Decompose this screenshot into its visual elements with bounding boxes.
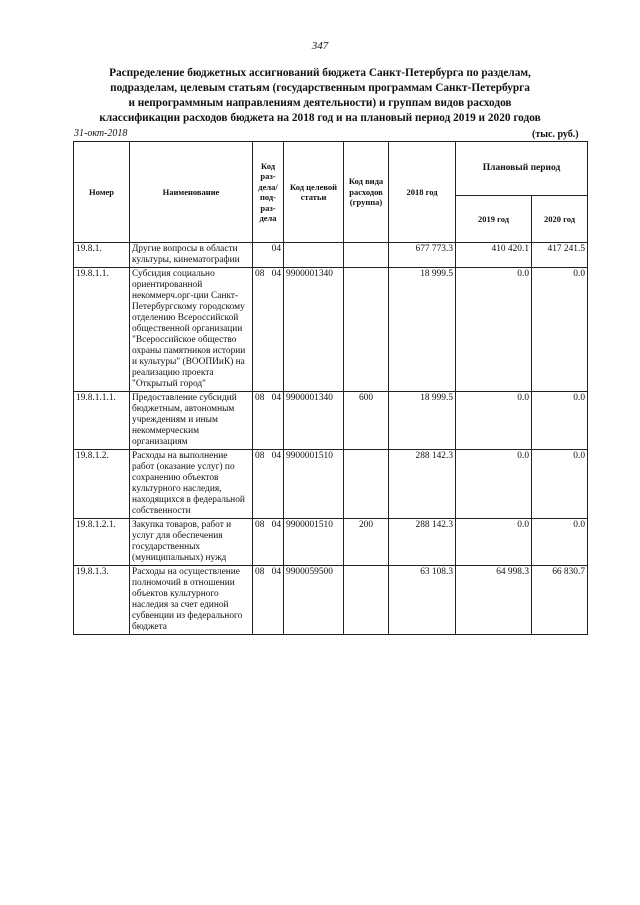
table-row <box>74 392 588 450</box>
row-expense-code: 600 <box>344 392 389 450</box>
row-number: 19.8.1.2. <box>74 450 130 519</box>
row-amount-2020: 0.0 <box>532 450 588 519</box>
row-subsection: 04 <box>270 566 284 635</box>
row-section: 08 <box>253 392 270 450</box>
row-target-code: 9900001510 <box>284 450 344 519</box>
table-body <box>74 243 588 635</box>
row-number: 19.8.1.1.1. <box>74 392 130 450</box>
row-expense-code <box>344 450 389 519</box>
row-amount-2020: 0.0 <box>532 392 588 450</box>
row-number: 19.8.1.2.1. <box>74 519 130 566</box>
row-name: Расходы на выполнение работ (оказание услуг) по сохранению объектов культурного наследия, находящихся в федеральной собственности <box>130 450 253 519</box>
row-amount-2019: 0.0 <box>456 268 532 392</box>
header-2020: 2020 год <box>532 195 588 242</box>
row-amount-2020: 66 830.7 <box>532 566 588 635</box>
row-expense-code: 200 <box>344 519 389 566</box>
row-name: Расходы на осуществление полномочий в отношении объектов культурного наследия за счет единой субвенции из федерального бюджета <box>130 566 253 635</box>
row-name: Закупка товаров, работ и услуг для обеспечения государственных (муниципальных) нужд <box>130 519 253 566</box>
row-amount-2018: 63 108.3 <box>389 566 456 635</box>
title-line: Распределение бюджетных ассигнований бюджета Санкт-Петербурга по разделам, <box>109 67 531 79</box>
row-amount-2019: 410 420.1 <box>456 243 532 268</box>
row-expense-code <box>344 243 389 268</box>
title-line: классификации расходов бюджета на 2018 год и на плановый период 2019 и 2020 годов <box>99 112 541 124</box>
header-name: Наименование <box>130 142 253 243</box>
row-amount-2019: 64 998.3 <box>456 566 532 635</box>
document-date: 31-окт-2018 <box>74 128 128 139</box>
row-target-code: 9900001340 <box>284 392 344 450</box>
row-expense-code <box>344 566 389 635</box>
header-expense-code: Код вида расходов (группа) <box>344 142 389 243</box>
row-amount-2020: 0.0 <box>532 519 588 566</box>
row-target-code: 9900001510 <box>284 519 344 566</box>
units-label: (тыс. руб.) <box>532 129 579 140</box>
budget-table <box>73 141 588 635</box>
title-line: и непрограммным направлениям деятельности) и группам видов расходов <box>128 97 512 109</box>
title-line: подразделам, целевым статьям (государственным программам Санкт-Петербурга <box>110 82 530 94</box>
page-number: 347 <box>311 40 329 52</box>
document-title <box>60 66 580 126</box>
table-row <box>74 268 588 392</box>
row-amount-2018: 677 773.3 <box>389 243 456 268</box>
header-number: Номер <box>74 142 130 243</box>
table-row <box>74 450 588 519</box>
row-name: Другие вопросы в области культуры, кинематографии <box>130 243 253 268</box>
row-number: 19.8.1.1. <box>74 268 130 392</box>
row-number: 19.8.1.3. <box>74 566 130 635</box>
row-number: 19.8.1. <box>74 243 130 268</box>
row-subsection: 04 <box>270 243 284 268</box>
row-amount-2019: 0.0 <box>456 392 532 450</box>
header-section-code: Код раз-дела/ под-раз-дела <box>253 142 284 243</box>
row-section: 08 <box>253 566 270 635</box>
row-name: Предоставление субсидий бюджетным, автономным учреждениям и иным некоммерческим организациям <box>130 392 253 450</box>
row-section <box>253 243 270 268</box>
row-subsection: 04 <box>270 268 284 392</box>
row-amount-2018: 18 999.5 <box>389 268 456 392</box>
row-subsection: 04 <box>270 450 284 519</box>
row-target-code <box>284 243 344 268</box>
row-section: 08 <box>253 519 270 566</box>
row-amount-2018: 18 999.5 <box>389 392 456 450</box>
row-amount-2020: 417 241.5 <box>532 243 588 268</box>
row-amount-2018: 288 142.3 <box>389 450 456 519</box>
row-name: Субсидия социально ориентированной некоммерч.орг-ции Санкт-Петербургскому городскому отделению Всероссийской общественной организации "Всероссийское общество охраны памятников истории и культуры" (ВООПИиК) на реализацию проекта "Открытый город" <box>130 268 253 392</box>
row-amount-2018: 288 142.3 <box>389 519 456 566</box>
row-subsection: 04 <box>270 392 284 450</box>
row-subsection: 04 <box>270 519 284 566</box>
header-target-code: Код целевой статьи <box>284 142 344 243</box>
header-plan-period: Плановый период <box>456 142 588 196</box>
row-expense-code <box>344 268 389 392</box>
header-2019: 2019 год <box>456 195 532 242</box>
row-section: 08 <box>253 268 270 392</box>
table-row <box>74 243 588 268</box>
header-2018: 2018 год <box>389 142 456 243</box>
row-target-code: 9900001340 <box>284 268 344 392</box>
table-row <box>74 566 588 635</box>
row-amount-2020: 0.0 <box>532 268 588 392</box>
row-amount-2019: 0.0 <box>456 519 532 566</box>
row-amount-2019: 0.0 <box>456 450 532 519</box>
row-section: 08 <box>253 450 270 519</box>
row-target-code: 9900059500 <box>284 566 344 635</box>
table-row <box>74 519 588 566</box>
